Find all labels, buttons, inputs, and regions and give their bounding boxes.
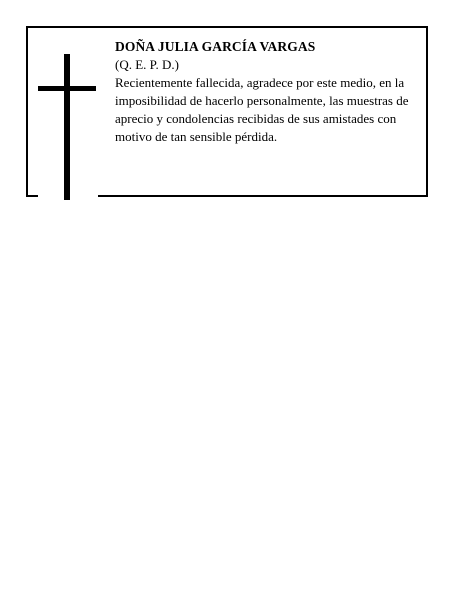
deceased-name: DOÑA JULIA GARCÍA VARGAS — [115, 39, 316, 54]
obituary-notice-box — [26, 26, 428, 197]
cross-horizontal-bar — [38, 86, 96, 91]
rip-abbreviation: (Q. E. P. D.) — [115, 57, 179, 72]
acknowledgement-message: Recientemente fallecida, agradece por este medio, en la imposibilidad de hacerlo personalmente, las muestras de aprecio y condolencias recibidas de sus amistades con motivo de tan sensible pérdida. — [115, 75, 409, 144]
notice-text-block — [115, 38, 425, 146]
cross-icon — [36, 54, 96, 200]
cross-vertical-bar — [64, 54, 70, 200]
